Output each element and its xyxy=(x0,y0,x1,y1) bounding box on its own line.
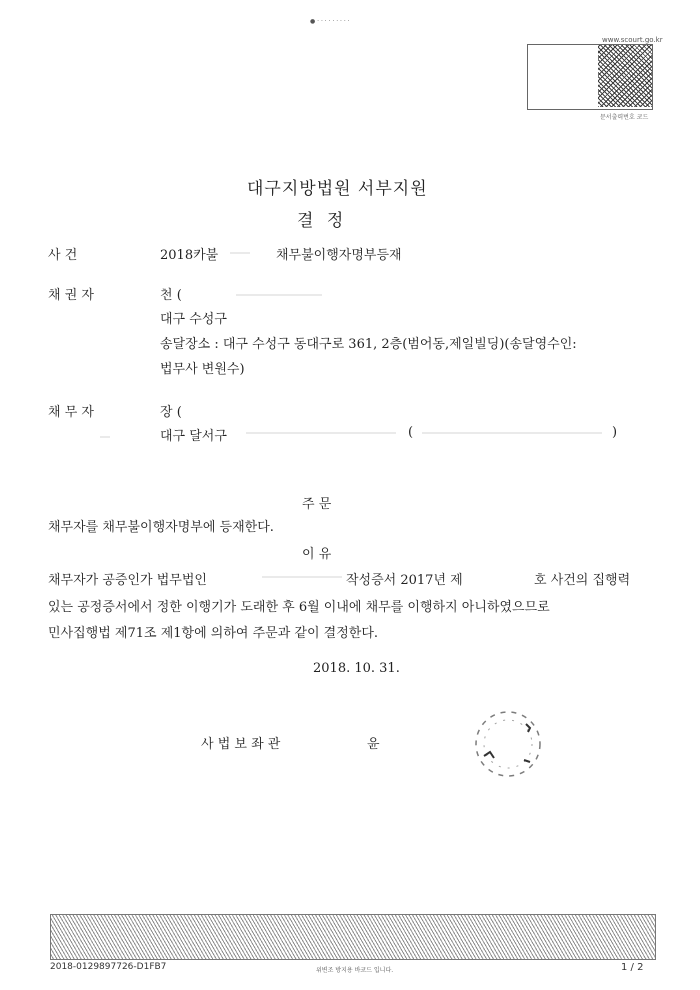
debtor-address-paren-close: ) xyxy=(612,425,618,440)
reason-line1-end: 호 사건의 집행력 xyxy=(534,573,631,588)
creditor-delivery-line1: 송달장소 : 대구 수성구 동대구로 361, 2층(범어동,제일빌딩)(송달영수인: xyxy=(160,337,577,352)
debtor-address: 대구 달서구 xyxy=(160,429,227,444)
debtor-label: 채 무 자 xyxy=(48,405,94,420)
debtor-address-paren-open: ( xyxy=(408,425,414,440)
reason-line1-middle: 작성증서 2017년 제 xyxy=(346,573,463,588)
court-seal-icon xyxy=(470,706,546,782)
court-name: 대구지방법원 서부지원 xyxy=(247,179,428,199)
redaction-mark xyxy=(236,294,322,296)
reason-line3: 민사집행법 제71조 제1항에 의하여 주문과 같이 결정한다. xyxy=(48,626,379,641)
signer-title: 사 법 보 좌 관 xyxy=(201,737,281,752)
creditor-address: 대구 수성구 xyxy=(160,312,227,327)
decision-date: 2018. 10. 31. xyxy=(313,661,400,676)
qr-code-icon xyxy=(598,45,652,107)
barcode-frame xyxy=(50,914,656,960)
creditor-delivery-line2: 법무사 변원수) xyxy=(160,362,245,377)
debtor-name: 장 ( xyxy=(160,405,182,420)
print-code-caption: 문서출력번호 코드 xyxy=(600,114,649,121)
redaction-mark xyxy=(100,436,110,438)
reason-line1-start: 채무자가 공증인가 법무법인 xyxy=(48,573,207,588)
top-print-mark: ● · · · · · · · · · xyxy=(310,18,350,25)
case-number: 2018카불 xyxy=(160,248,219,263)
redaction-mark xyxy=(262,576,342,578)
case-name: 채무불이행자명부등재 xyxy=(276,248,402,263)
redaction-mark xyxy=(422,432,602,434)
case-label: 사 건 xyxy=(48,248,78,263)
creditor-name: 천 ( xyxy=(160,288,182,303)
site-url: www.scourt.go.kr xyxy=(602,36,663,44)
order-heading: 주 문 xyxy=(302,497,332,512)
print-code-box xyxy=(527,44,653,110)
signer-name: 윤 xyxy=(367,737,380,752)
reason-heading: 이 유 xyxy=(302,547,332,562)
redaction-mark xyxy=(230,252,250,254)
creditor-label: 채 권 자 xyxy=(48,288,94,303)
document-id: 2018-0129897726-D1FB7 xyxy=(50,962,167,972)
redaction-mark xyxy=(246,432,396,434)
page-number: 1 / 2 xyxy=(621,962,644,973)
reason-line2: 있는 공정증서에서 정한 이행기가 도래한 후 6월 이내에 채무를 이행하지 아니하였으므로 xyxy=(48,600,550,615)
barcode-notice: 위변조 방지용 바코드 입니다. xyxy=(316,967,394,974)
order-text: 채무자를 채무불이행자명부에 등재한다. xyxy=(48,520,274,535)
document-title: 결 정 xyxy=(297,211,348,231)
